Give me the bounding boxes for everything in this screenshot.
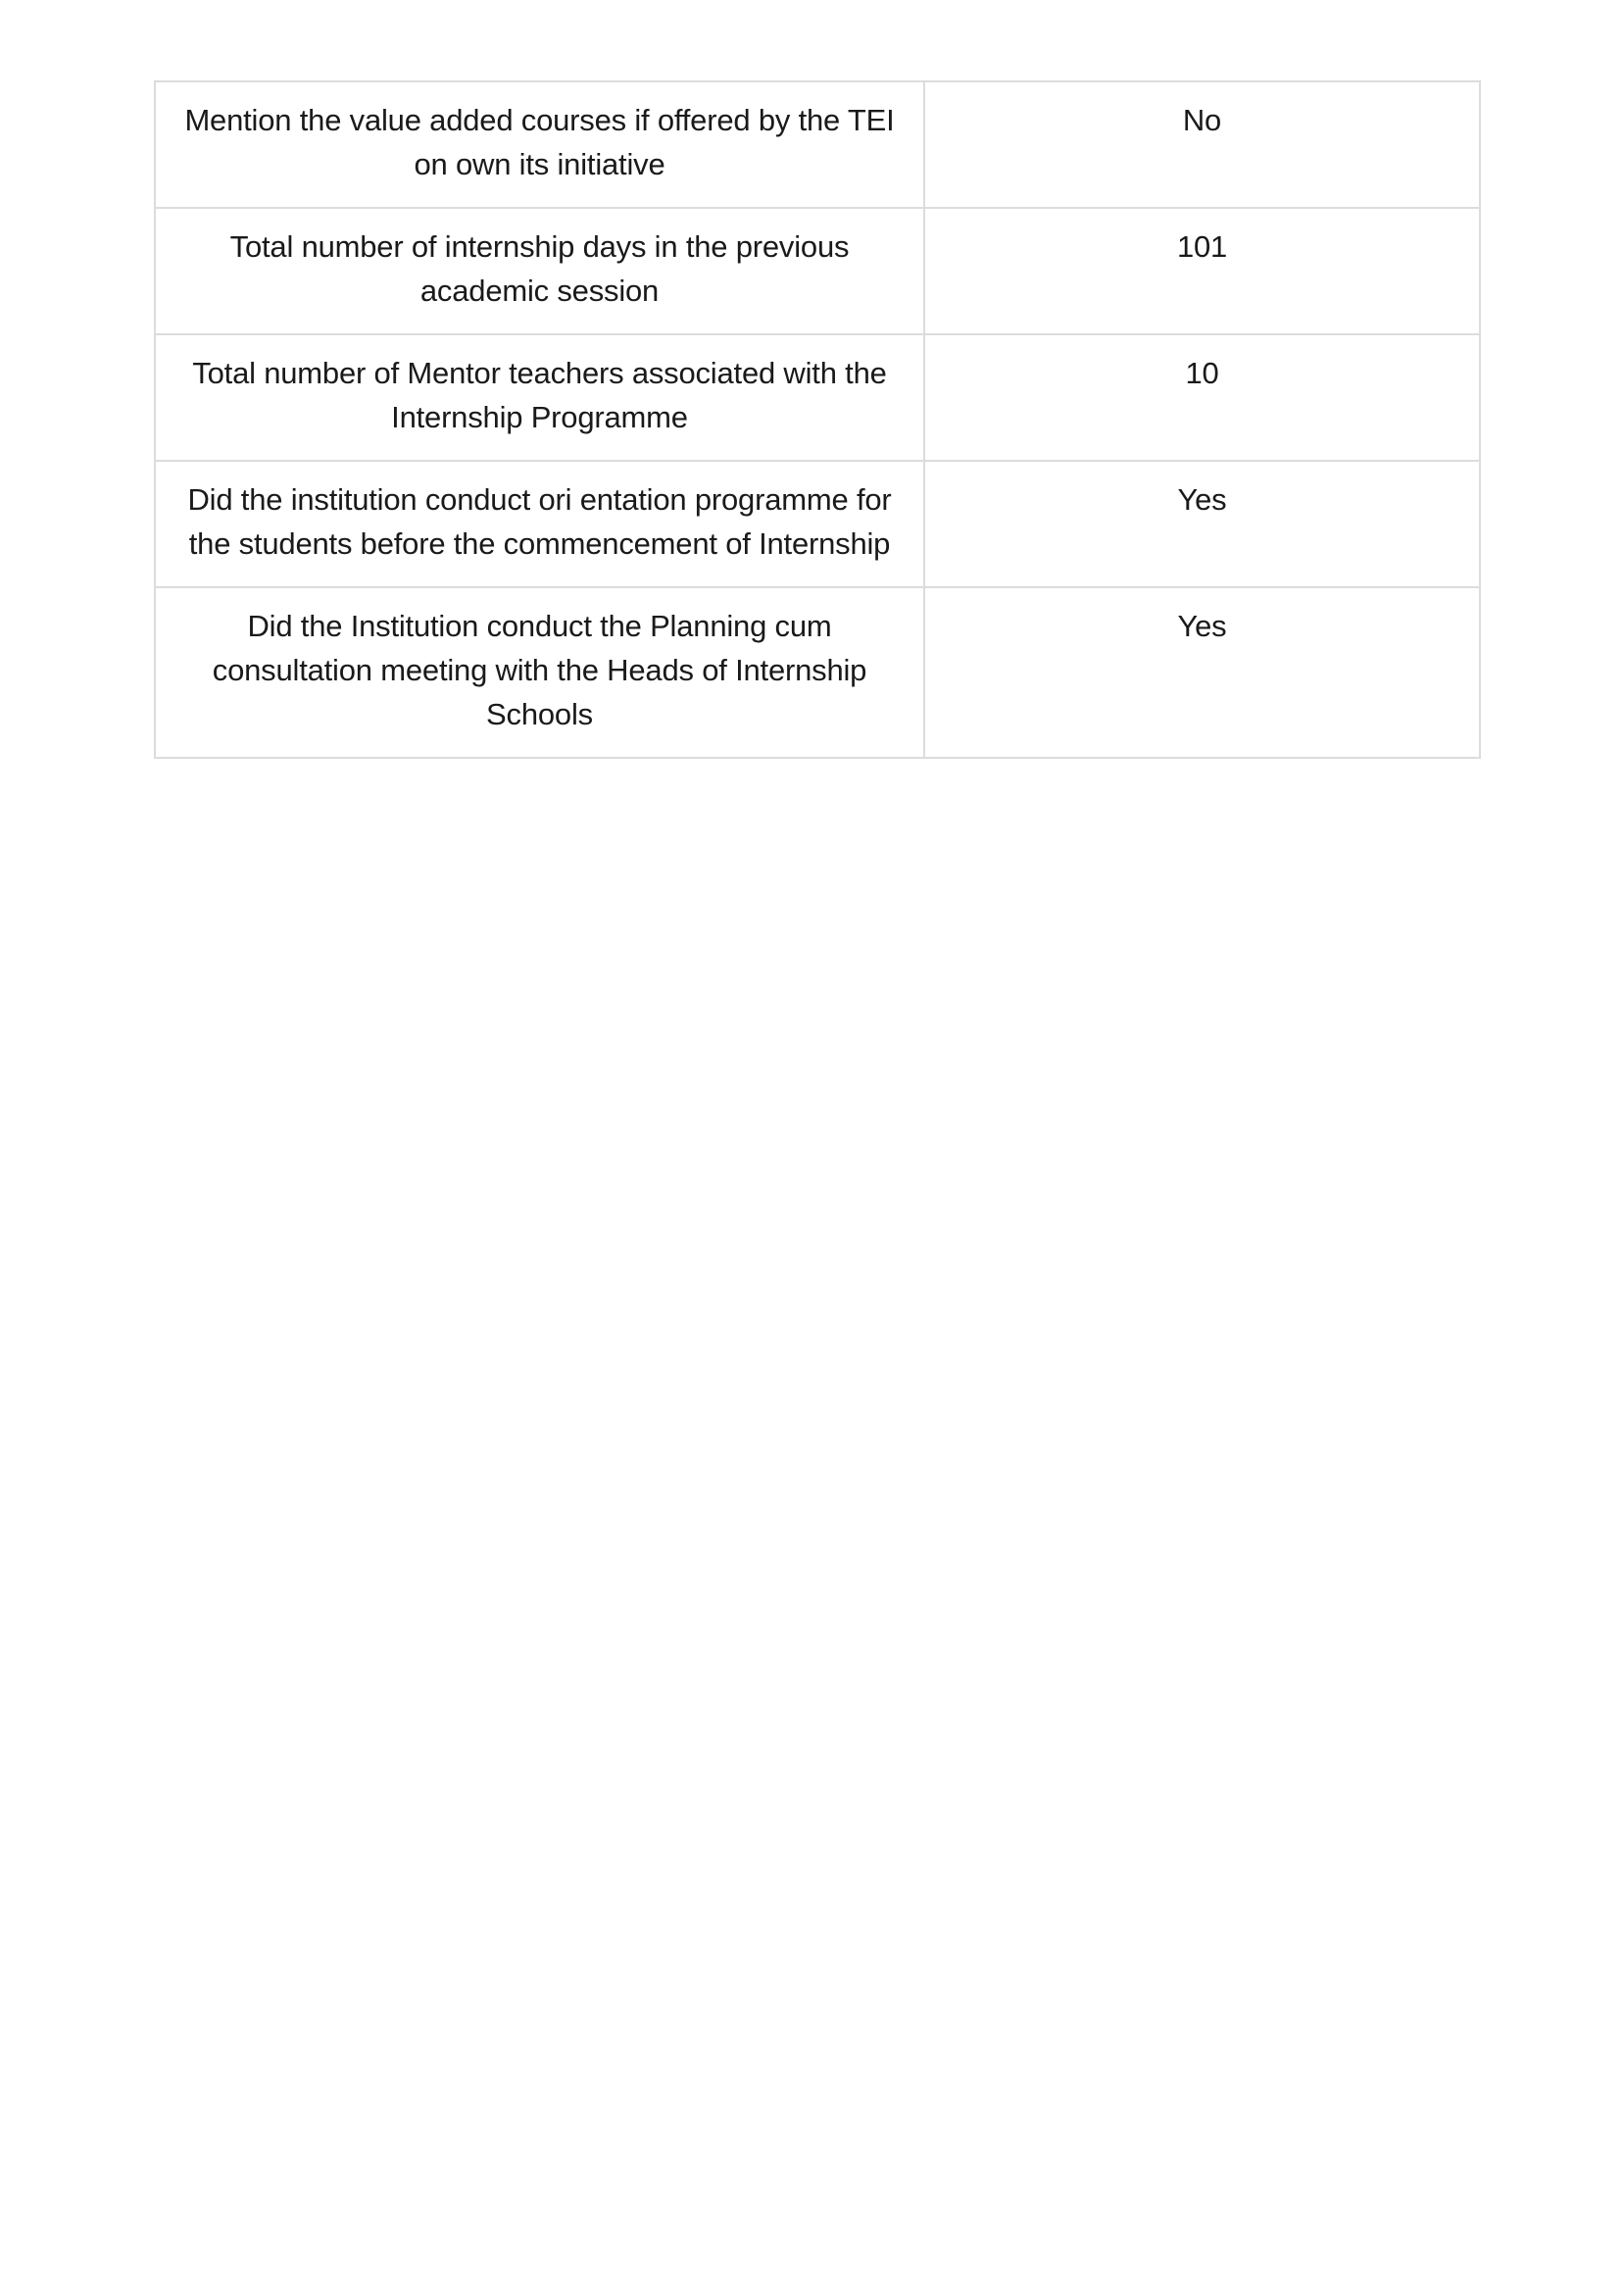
row-label-value-added-courses: Mention the value added courses if offered by the TEI on own its initiative xyxy=(155,81,924,208)
row-label-internship-days: Total number of internship days in the previous academic session xyxy=(155,208,924,334)
row-label-planning-meeting: Did the Institution conduct the Planning cum consultation meeting with the Heads of Internship Schools xyxy=(155,587,924,758)
row-value-value-added-courses: No xyxy=(924,81,1480,208)
row-label-orientation-programme: Did the institution conduct ori entation programme for the students before the commencement of Internship xyxy=(155,461,924,587)
row-value-planning-meeting: Yes xyxy=(924,587,1480,758)
row-value-internship-days: 101 xyxy=(924,208,1480,334)
table-row xyxy=(155,587,1480,758)
table-row xyxy=(155,461,1480,587)
table-row xyxy=(155,81,1480,208)
row-label-mentor-teachers: Total number of Mentor teachers associated with the Internship Programme xyxy=(155,334,924,461)
table-row xyxy=(155,208,1480,334)
row-value-orientation-programme: Yes xyxy=(924,461,1480,587)
table-row xyxy=(155,334,1480,461)
row-value-mentor-teachers: 10 xyxy=(924,334,1480,461)
internship-info-table xyxy=(154,80,1481,759)
